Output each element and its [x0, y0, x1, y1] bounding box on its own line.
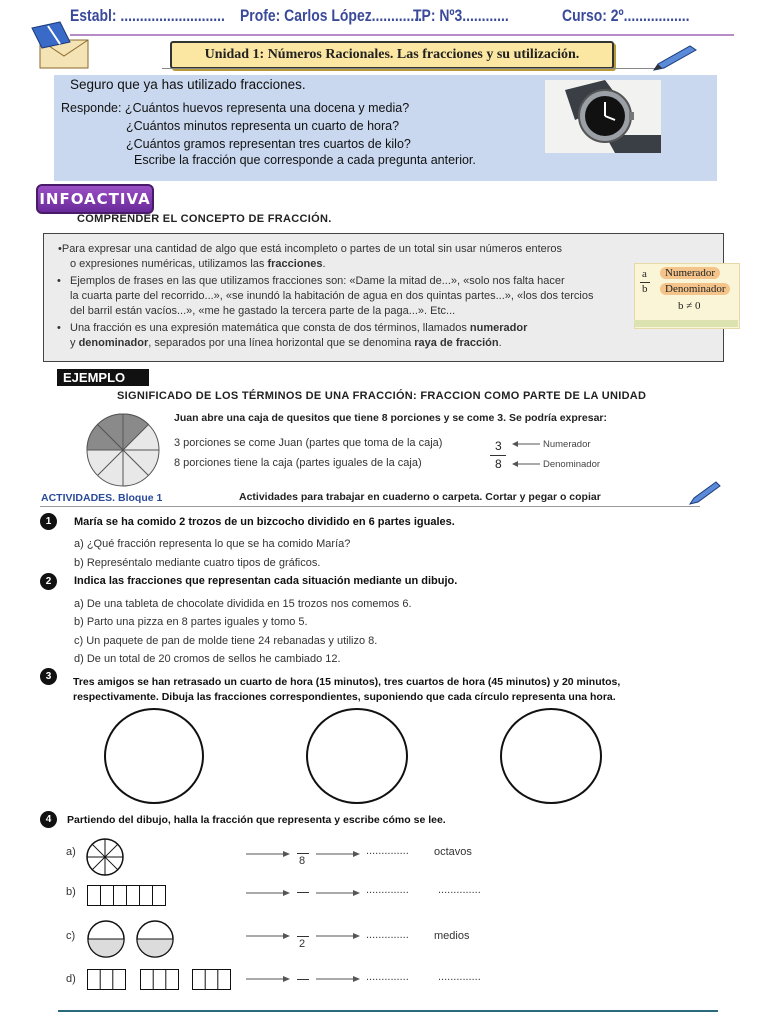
q4-d-arrow1	[246, 975, 290, 983]
intro-q4: Escribe la fracción que corresponde a cada pregunta anterior.	[134, 153, 476, 167]
label-denominador: Denominador	[543, 459, 601, 470]
q4-c-label: c)	[66, 930, 76, 942]
q3-line1: Tres amigos se han retrasado un cuarto de hora (15 minutos), tres cuartos de hora (45 minutos) y 20 minutos,	[73, 676, 621, 688]
bullet2-marker: •	[57, 275, 61, 287]
bullet1-line2: o expresiones numéricas, utilizamos las fracciones.	[70, 258, 326, 270]
q2-number: 2	[40, 573, 57, 590]
hour-circle-1	[104, 708, 204, 804]
header-curso: Curso: 2º.................	[562, 6, 690, 25]
intro-q1: Responde: ¿Cuántos huevos representa una docena y media?	[61, 101, 410, 115]
ejemplo-title: SIGNIFICADO DE LOS TÉRMINOS DE UNA FRACCIÓN: FRACCION COMO PARTE DE LA UNIDAD	[117, 390, 647, 402]
q4-c-arrow1	[246, 932, 290, 940]
q4-a-den: 8	[299, 855, 306, 867]
ejemplo-line1: 3 porciones se come Juan (partes que toma de la caja)	[174, 437, 443, 449]
q3-line2: respectivamente. Dibuja las fracciones correspondientes, suponiendo que cada círculo representa una hora.	[73, 691, 616, 703]
label-numerador: Numerador	[543, 439, 591, 450]
arrow-denominador	[512, 460, 540, 468]
circle-eighths-icon	[85, 837, 125, 877]
ejemplo-numerator: 3	[495, 439, 502, 453]
q1-a: a) ¿Qué fracción representa lo que se ha comido María?	[74, 538, 351, 550]
bar-thirds-icon-1	[87, 969, 127, 991]
envelope-icon	[30, 20, 92, 70]
q2-text: Indica las fracciones que representan cada situación mediante un dibujo.	[74, 575, 458, 587]
q4-number: 4	[40, 811, 57, 828]
ejemplo-fraction-bar	[490, 455, 506, 456]
half-circle-icon-1	[86, 920, 126, 958]
intro-q2: ¿Cuántos minutos representa un cuarto de hora?	[126, 119, 400, 133]
infoactiva-title: COMPRENDER EL CONCEPTO DE FRACCIÓN.	[77, 213, 332, 225]
q1-b: b) Represéntalo mediante cuatro tipos de gráficos.	[74, 557, 321, 569]
bullet2-line2: la cuarta parte del recorrido...», «se inundó la habitación de agua en dos quintas partes...», «los dos tercios	[70, 290, 594, 302]
q4-b-bar	[297, 892, 309, 893]
q4-d-dots: ..............	[366, 971, 409, 983]
q4-b-label: b)	[66, 886, 76, 898]
intro-q3: ¿Cuántos gramos representan tres cuartos de kilo?	[126, 137, 411, 151]
unit-title: Unidad 1: Números Racionales. Las fracciones y su utilización.	[170, 41, 614, 69]
bar-sixths-icon	[87, 885, 167, 907]
q4-a-label: a)	[66, 846, 76, 858]
intro-heading: Seguro que ya has utilizado fracciones.	[70, 77, 306, 92]
q4-c-arrow2	[316, 932, 360, 940]
ejemplo-denominator: 8	[495, 457, 502, 471]
q4-c-den: 2	[299, 938, 306, 950]
q4-d-bar	[297, 979, 309, 980]
ejemplo-badge: EJEMPLO	[57, 369, 149, 386]
hour-circle-3	[500, 708, 602, 804]
q2-b: b) Parto una pizza en 8 partes iguales y tomo 5.	[74, 616, 308, 628]
q4-a-dots: ..............	[366, 845, 409, 857]
q2-d: d) De un total de 20 cromos de sellos he cambiado 12.	[74, 653, 341, 665]
legend-condition: b ≠ 0	[678, 300, 701, 312]
header-tp: TP: Nº3............	[413, 6, 509, 25]
q1-text: María se ha comido 2 trozos de un bizcocho dividido en 6 partes iguales.	[74, 516, 455, 528]
q4-b-word: ..............	[438, 884, 481, 896]
q4-c-word: medios	[434, 930, 470, 942]
q4-text: Partiendo del dibujo, halla la fracción que representa y escribe cómo se lee.	[67, 814, 446, 826]
header-profe: Profe: Carlos López.............	[240, 6, 423, 25]
q1-number: 1	[40, 513, 57, 530]
bar-thirds-icon-3	[192, 969, 232, 991]
bullet3-line2: y denominador, separados por una línea horizontal que se denomina raya de fracción.	[70, 337, 502, 349]
header-divider	[70, 34, 734, 36]
bullet3-line1: Una fracción es una expresión matemática que consta de dos términos, llamados numerador	[70, 322, 528, 334]
watch-photo	[545, 80, 661, 153]
bullet3-marker: •	[57, 322, 61, 334]
q4-a-arrow1	[246, 850, 290, 858]
q4-b-arrow2	[316, 889, 360, 897]
ejemplo-line2: 8 porciones tiene la caja (partes iguales de la caja)	[174, 457, 422, 469]
q4-a-arrow2	[316, 850, 360, 858]
q4-d-arrow2	[316, 975, 360, 983]
header-establ: Establ: ...........................	[70, 6, 225, 25]
pen-icon	[650, 42, 700, 74]
q4-a-bar	[297, 853, 309, 854]
q4-c-bar	[297, 936, 309, 937]
q4-c-dots: ..............	[366, 929, 409, 941]
pie-chart-icon	[85, 413, 161, 487]
activities-title: ACTIVIDADES. Bloque 1	[41, 492, 163, 504]
bullet2-line1: Ejemplos de frases en las que utilizamos fracciones son: «Dame la mitad de...», «solo nos falta hacer	[70, 275, 565, 287]
bullet2-line3: del barril están vacíos...», «me he gastado la tercera parte de la paga...». Etc...	[70, 305, 456, 317]
half-circle-icon-2	[135, 920, 175, 958]
legend-numerador: Numerador	[660, 267, 720, 279]
activities-subtitle: Actividades para trabajar en cuaderno o carpeta. Cortar y pegar o copiar	[239, 491, 601, 503]
q2-a: a) De una tableta de chocolate dividida en 15 trozos nos comemos 6.	[74, 598, 412, 610]
q4-b-arrow1	[246, 889, 290, 897]
q4-d-word: ..............	[438, 971, 481, 983]
bullet1-line1: •Para expresar una cantidad de algo que está incompleto o partes de un total sin usar números enteros	[58, 243, 563, 255]
q4-b-dots: ..............	[366, 884, 409, 896]
arrow-numerador	[512, 440, 540, 448]
infoactiva-badge: INFOACTIVA	[36, 184, 154, 214]
q3-number: 3	[40, 668, 57, 685]
activities-divider	[40, 506, 700, 507]
unit-underline	[162, 68, 662, 69]
q2-c: c) Un paquete de pan de molde tiene 24 rebanadas y utilizo 8.	[74, 635, 378, 647]
pen-icon-2	[688, 480, 722, 506]
ejemplo-statement: Juan abre una caja de quesitos que tiene 8 porciones y se come 3. Se podría expresar:	[174, 412, 607, 424]
legend-a: a	[642, 268, 647, 280]
footer-line	[58, 1010, 718, 1012]
legend-denominador: Denominador	[660, 283, 730, 295]
legend-strip	[634, 320, 738, 327]
bar-thirds-icon-2	[140, 969, 180, 991]
q4-d-label: d)	[66, 973, 76, 985]
q4-a-word: octavos	[434, 846, 472, 858]
hour-circle-2	[306, 708, 408, 804]
legend-b: b	[642, 283, 648, 295]
